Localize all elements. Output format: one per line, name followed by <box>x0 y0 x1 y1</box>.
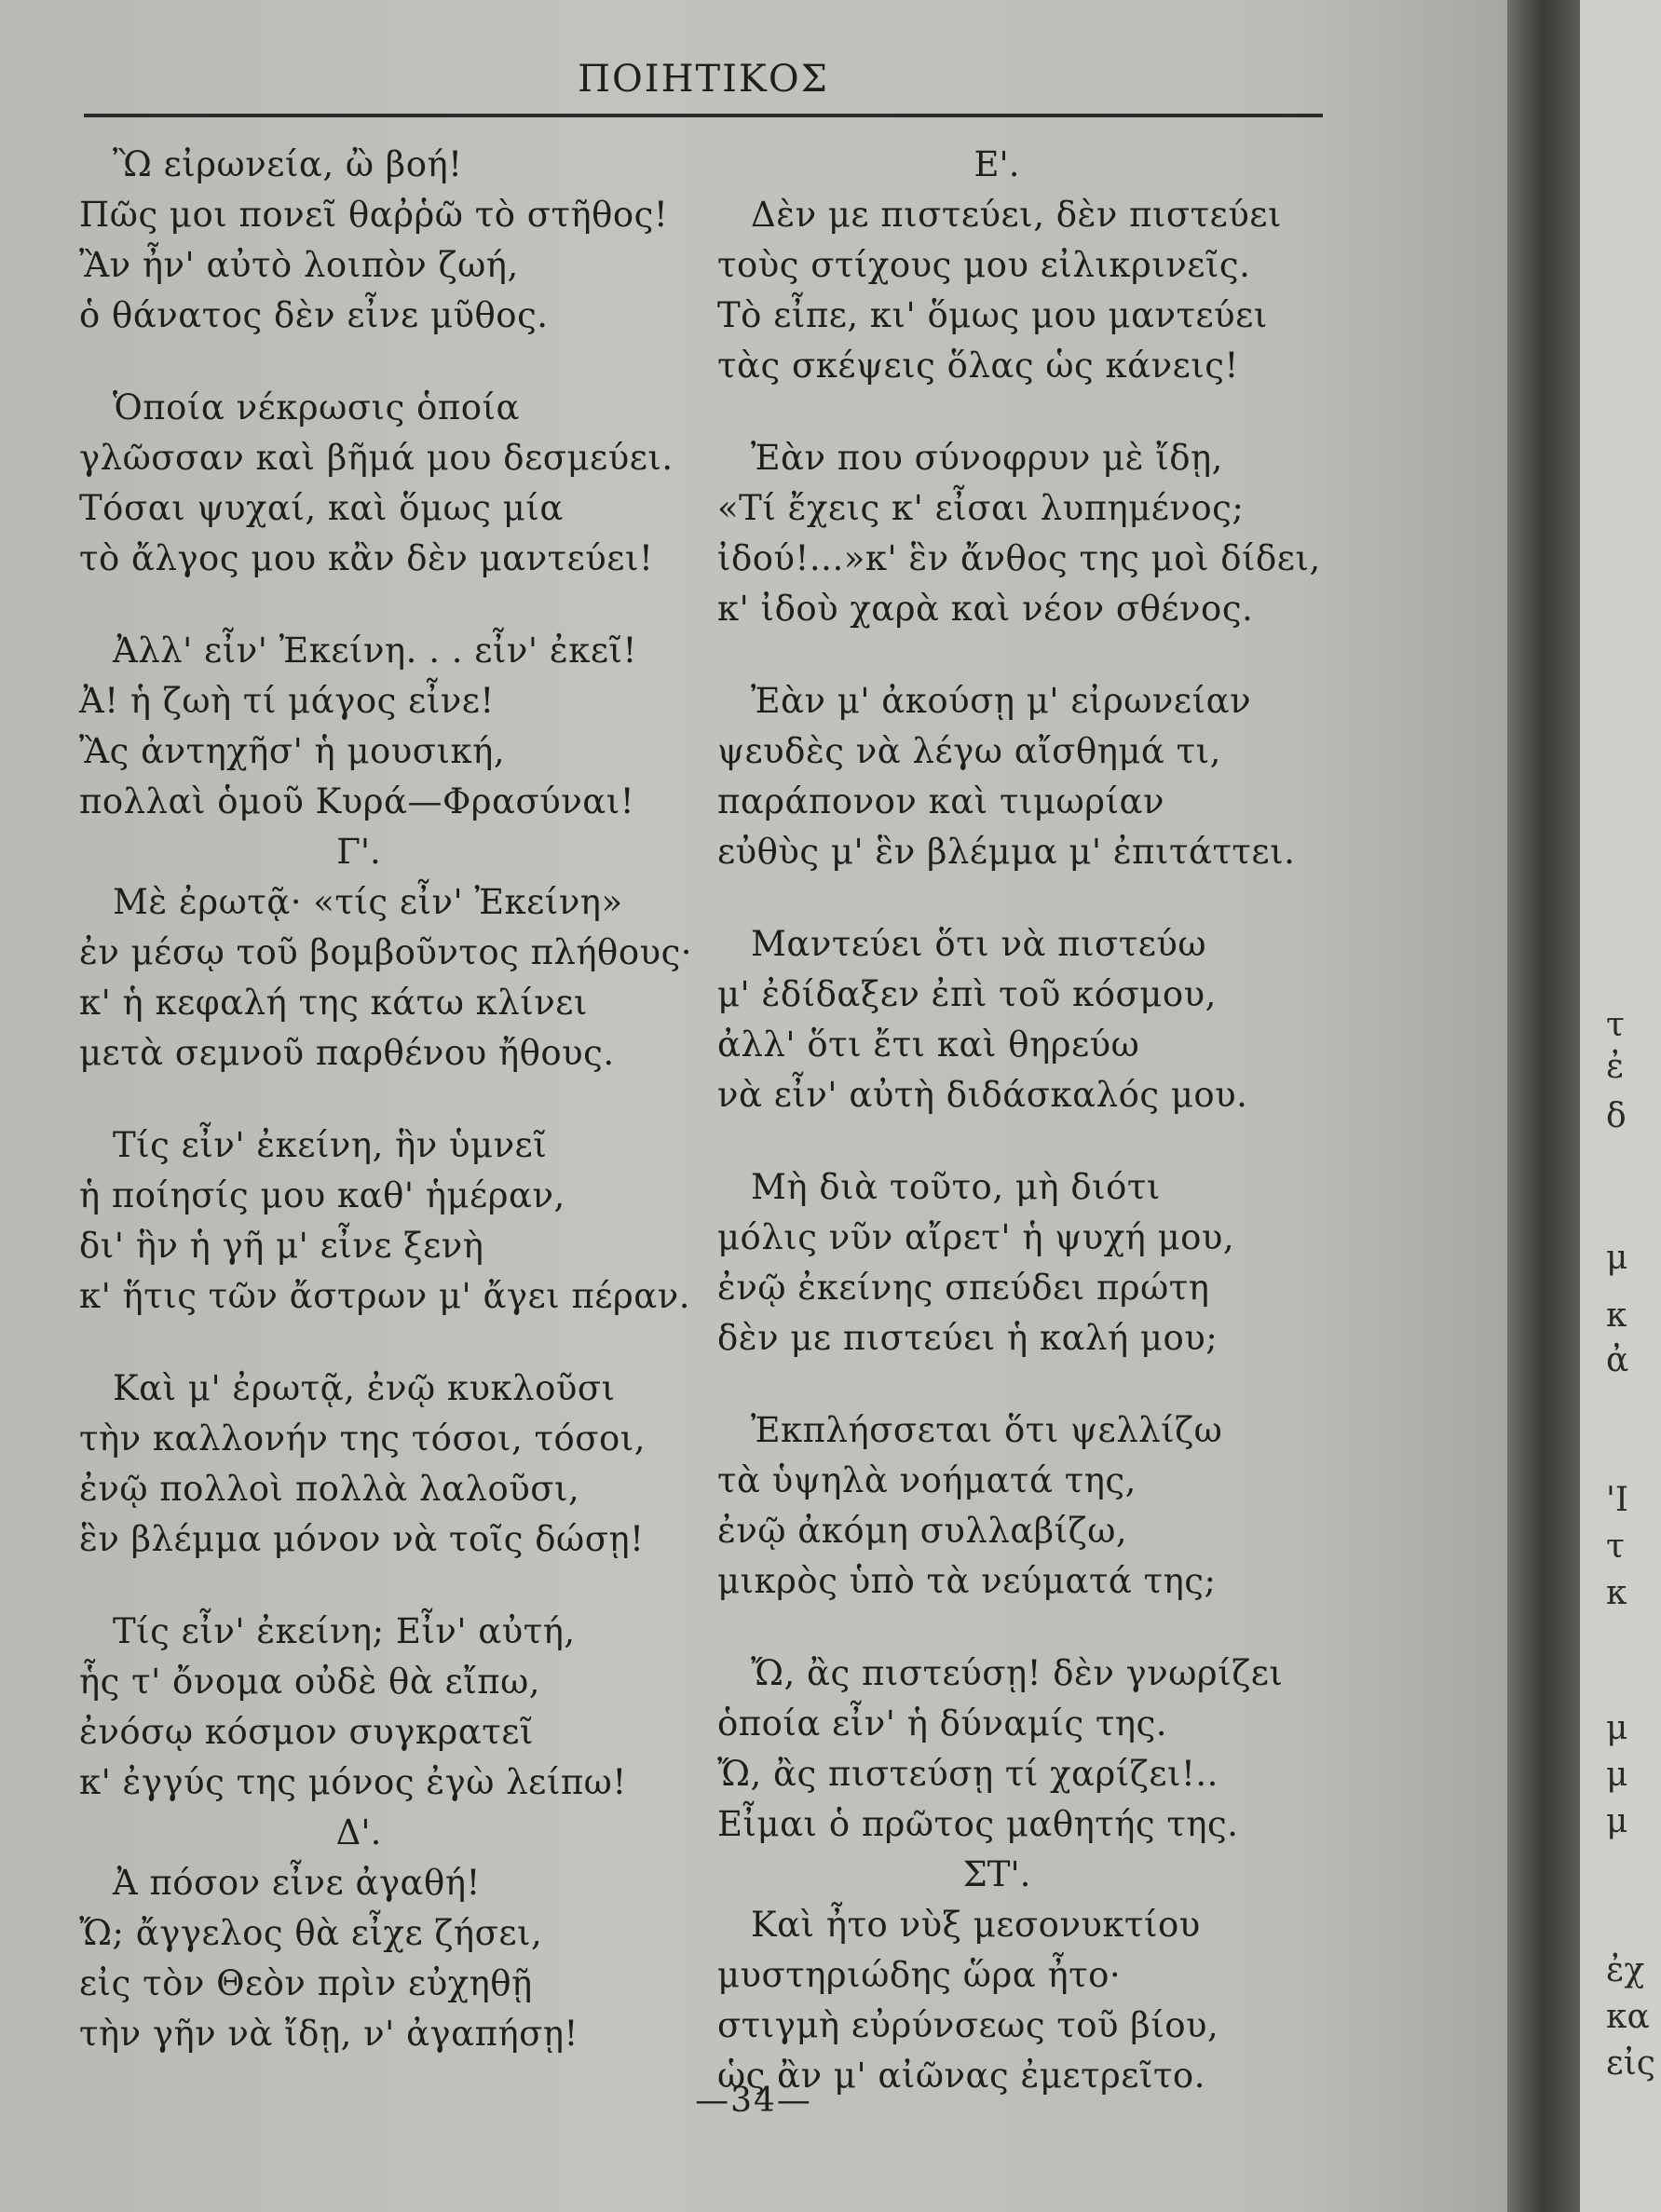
verse-line: στιγμὴ εὐρύνσεως τοῦ βίου, <box>717 2005 1219 2045</box>
left-column <box>79 140 693 2059</box>
verse-line: κ' ἰδοὺ χαρὰ καὶ νέον σθένος. <box>717 589 1254 629</box>
verse-line: Δὲν με πιστεύει, δὲν πιστεύει <box>751 195 1282 235</box>
verse-line: Ὁποία νέκρωσις ὁποία <box>113 387 520 427</box>
verse-line: ψευδὲς νὰ λέγω αἴσθημά τι, <box>717 731 1221 771</box>
verse-line: Καὶ ἦτο νὺξ μεσονυκτίου <box>751 1905 1201 1945</box>
facing-page-fragment: ἐ <box>1606 1048 1625 1086</box>
verse-line: μικρὸς ὑπὸ τὰ νεύματά της; <box>717 1561 1217 1601</box>
stanza-gap <box>79 341 638 383</box>
verse-line: Ὢ εἰρωνεία, ὢ βοή! <box>113 144 463 184</box>
verse-line: παράπονον καὶ τιμωρίαν <box>717 781 1164 821</box>
section-heading: ΣΤ'. <box>962 1854 1031 1894</box>
facing-page-fragment: κα <box>1606 1998 1650 2036</box>
stanza-gap <box>717 391 1276 433</box>
header-rule <box>84 114 1323 117</box>
stanza-gap <box>717 634 1276 676</box>
facing-page-fragment: δ <box>1606 1097 1627 1135</box>
verse-line: ὁ θάνατος δὲν εἶνε μῦθος. <box>79 295 549 335</box>
facing-page-fragment: μ <box>1606 1239 1628 1277</box>
book-gutter <box>1507 0 1580 2212</box>
verse-line: ὁποία εἶν' ἡ δύναμίς της. <box>717 1703 1168 1744</box>
page-number: —34— <box>695 2082 812 2120</box>
facing-page-fragment: κ <box>1606 1574 1627 1612</box>
verse-line: Τόσαι ψυχαί, καὶ ὅμως μία <box>79 488 564 528</box>
section-heading: Δ'. <box>335 1812 382 1852</box>
verse-line: Τίς εἶν' ἐκείνη; Εἶν' αὐτή, <box>113 1611 576 1651</box>
verse-line: μ' ἐδίδαξεν ἐπὶ τοῦ κόσμου, <box>717 974 1217 1014</box>
verse-line: Μαντεύει ὅτι νὰ πιστεύω <box>751 924 1207 964</box>
stanza-gap <box>717 1364 1276 1405</box>
verse-line: ἧς τ' ὄνομα οὐδὲ θὰ εἴπω, <box>79 1662 540 1702</box>
facing-page-fragment: εἰς <box>1606 2044 1655 2083</box>
stanza-gap <box>717 877 1276 919</box>
verse-line: δι' ἣν ἡ γῆ μ' εἶνε ξενὴ <box>79 1226 484 1266</box>
verse-line: τὴν γῆν νὰ ἴδῃ, ν' ἀγαπήσῃ! <box>79 2014 579 2054</box>
verse-line: τὸ ἄλγος μου κἂν δὲν μαντεύει! <box>79 538 654 578</box>
verse-line: Ὤ, ἂς πιστεύσῃ τί χαρίζει!.. <box>717 1754 1219 1794</box>
verse-line: πολλαὶ ὁμοῦ Κυρά—Φρασύναι! <box>79 781 635 821</box>
facing-page-fragment: 'Ι <box>1606 1481 1629 1519</box>
verse-line: γλῶσσαν καὶ βῆμά μου δεσμεύει. <box>79 438 674 478</box>
facing-page-fragment: μ <box>1606 1709 1628 1747</box>
verse-line: ἐνῷ ἐκείνης σπεύδει πρώτη <box>717 1268 1210 1308</box>
verse-line: τὴν καλλονήν της τόσοι, τόσοι, <box>79 1418 647 1459</box>
verse-line: δὲν με πιστεύει ἡ καλή μου; <box>717 1318 1219 1358</box>
verse-line: τὰ ὑψηλὰ νοήματά της, <box>717 1460 1137 1500</box>
verse-line: «Τί ἔχεις κ' εἶσαι λυπημένος; <box>717 488 1245 528</box>
verse-line: Ἀ πόσον εἶνε ἀγαθή! <box>113 1863 481 1903</box>
stanza-gap <box>717 1607 1276 1649</box>
verse-line: Μὲ ἐρωτᾷ· «τίς εἶν' Ἐκείνη» <box>113 882 623 922</box>
stanza-gap <box>79 584 638 626</box>
verse-line: μυστηριώδης ὥρα ἦτο· <box>717 1955 1122 1995</box>
verse-line: ἀλλ' ὅτι ἔτι καὶ θηρεύω <box>717 1025 1140 1065</box>
facing-page-edge <box>1580 0 1661 2212</box>
verse-line: ὡς ἂν μ' αἰῶνας ἐμετρεῖτο. <box>717 2056 1205 2096</box>
verse-line: εἰς τὸν Θεὸν πρὶν εὐχηθῇ <box>79 1963 533 2003</box>
facing-page-fragment: μ <box>1606 1756 1628 1794</box>
verse-line: ἐνόσῳ κόσμον συγκρατεῖ <box>79 1712 534 1752</box>
verse-line: Ἐκπλήσσεται ὅτι ψελλίζω <box>751 1410 1223 1450</box>
stanza-gap <box>79 1079 638 1120</box>
verse-line: ἐν μέσῳ τοῦ βομβοῦντος πλήθους· <box>79 932 693 972</box>
verse-line: Μὴ διὰ τοῦτο, μὴ διότι <box>751 1167 1161 1207</box>
right-column <box>717 140 1321 2101</box>
stanza-gap <box>79 1565 638 1607</box>
facing-page-fragment: ἐχ <box>1606 1951 1645 1989</box>
section-heading: Ε'. <box>973 144 1020 184</box>
verse-line: μετὰ σεμνοῦ παρθένου ἤθους. <box>79 1033 615 1073</box>
verse-line: τοὺς στίχους μου εἰλικρινεῖς. <box>717 245 1251 285</box>
verse-line: Ὤ; ἄγγελος θὰ εἶχε ζήσει, <box>79 1913 543 1953</box>
running-head: ΠΟΙΗΤΙΚΟΣ <box>578 58 829 101</box>
verse-line: κ' ἐγγύς της μόνος ἐγὼ λείπω! <box>79 1762 627 1802</box>
verse-line: Εἶμαι ὁ πρῶτος μαθητής της. <box>717 1804 1239 1844</box>
verse-line: ἰδού!...»κ' ἓν ἄνθος της μοὶ δίδει, <box>717 538 1321 578</box>
verse-line: Ἂν ἦν' αὐτὸ λοιπὸν ζωή, <box>79 245 519 285</box>
verse-line: Τὸ εἶπε, κι' ὅμως μου μαντεύει <box>717 295 1268 335</box>
verse-line: κ' ἥτις τῶν ἄστρων μ' ἄγει πέραν. <box>79 1276 690 1316</box>
facing-page-fragment: μ <box>1606 1802 1628 1840</box>
verse-line: Πῶς μοι πονεῖ θαῤῥῶ τὸ στῆθος! <box>79 195 669 235</box>
stanza-gap <box>717 1120 1276 1162</box>
verse-line: Ἐὰν που σύνοφρυν μὲ ἴδῃ, <box>751 438 1223 478</box>
verse-line: ἐνῷ πολλοὶ πολλὰ λαλοῦσι, <box>79 1469 580 1509</box>
facing-page-fragment: τ <box>1606 1527 1625 1566</box>
verse-line: ἓν βλέμμα μόνον νὰ τοῖς δώσῃ! <box>79 1519 645 1559</box>
verse-line: τὰς σκέψεις ὅλας ὡς κάνεις! <box>717 346 1239 386</box>
verse-line: ἐνῷ ἀκόμη συλλαβίζω, <box>717 1511 1128 1551</box>
section-heading: Γ'. <box>336 832 381 872</box>
verse-line: Ἀ! ἡ ζωὴ τί μάγος εἶνε! <box>79 681 495 721</box>
verse-line: κ' ἡ κεφαλή της κάτω κλίνει <box>79 983 588 1023</box>
verse-line: εὐθὺς μ' ἓν βλέμμα μ' ἐπιτάττει. <box>717 832 1296 872</box>
verse-line: νὰ εἶν' αὐτὴ διδάσκαλός μου. <box>717 1075 1248 1115</box>
verse-line: Τίς εἶν' ἐκείνη, ἣν ὑμνεῖ <box>113 1125 548 1165</box>
facing-page-fragment: τ <box>1606 1006 1625 1044</box>
verse-line: Ἂς ἀντηχῆσ' ἡ μουσική, <box>79 731 506 771</box>
facing-page-fragment: κ <box>1606 1296 1627 1335</box>
stanza-gap <box>79 1322 638 1364</box>
verse-line: Ἐὰν μ' ἀκούσῃ μ' εἰρωνείαν <box>751 681 1252 721</box>
verse-line: Ὤ, ἂς πιστεύσῃ! δὲν γνωρίζει <box>751 1653 1284 1693</box>
verse-line: ἡ ποίησίς μου καθ' ἡμέραν, <box>79 1175 565 1215</box>
verse-line: μόλις νῦν αἴρετ' ἡ ψυχή μου, <box>717 1217 1235 1257</box>
verse-line: Ἀλλ' εἶν' Ἐκείνη. . . εἶν' ἐκεῖ! <box>113 631 637 671</box>
verse-line: Καὶ μ' ἐρωτᾷ, ἐνῷ κυκλοῦσι <box>113 1368 616 1408</box>
facing-page-fragment: ἀ <box>1606 1341 1629 1379</box>
